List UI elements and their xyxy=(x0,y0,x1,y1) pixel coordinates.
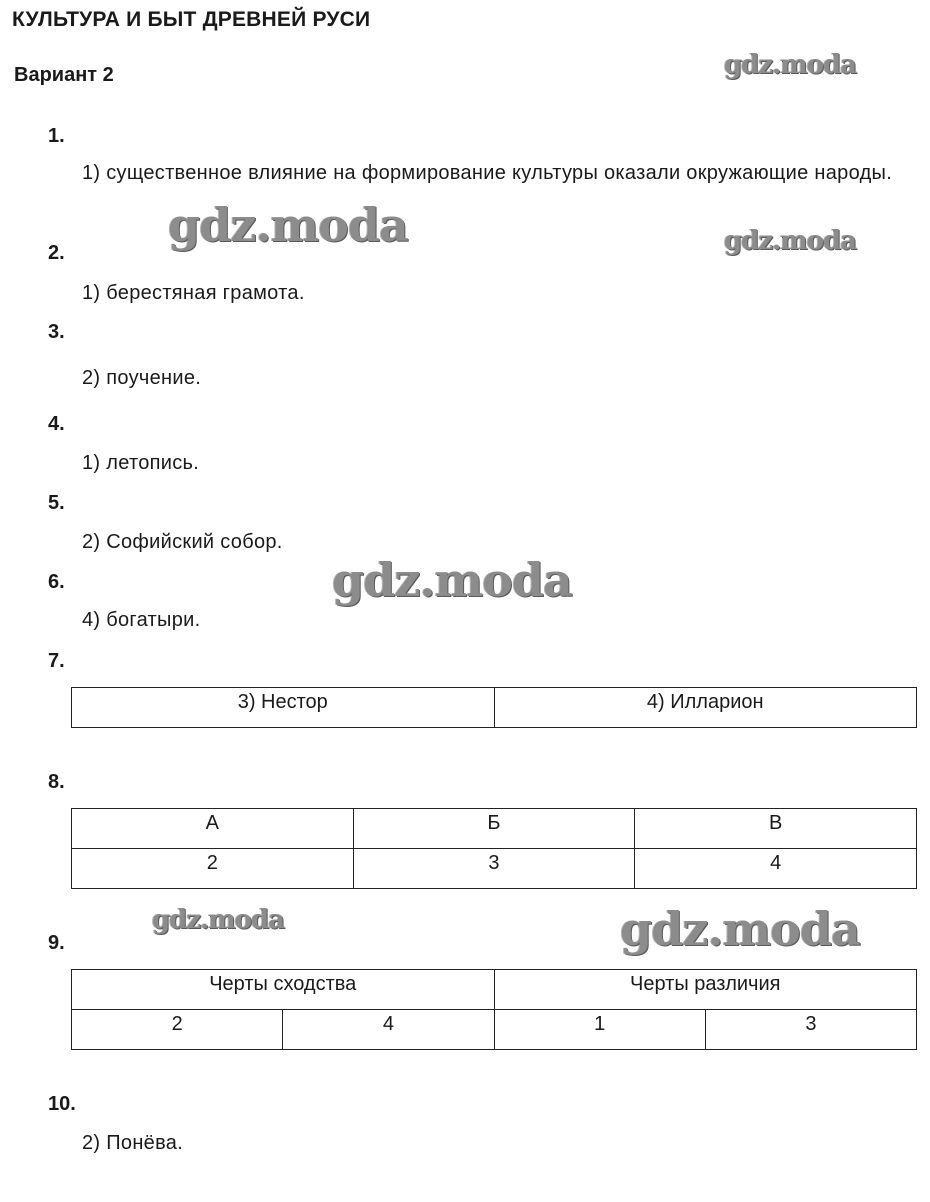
table-cell: 4 xyxy=(283,1010,494,1050)
table-cell: 1 xyxy=(494,1010,705,1050)
question-6-number: 6. xyxy=(48,571,65,593)
question-1-number: 1. xyxy=(48,125,65,147)
table-row xyxy=(72,809,917,849)
table-cell: 3 xyxy=(705,1010,916,1050)
table-cell: 4) Илларион xyxy=(494,688,917,728)
table-cell: 3) Нестор xyxy=(72,688,495,728)
watermark: gdz.moda xyxy=(620,902,860,956)
watermark: gdz.moda xyxy=(724,50,857,80)
question-7-table xyxy=(71,687,917,728)
question-7-number: 7. xyxy=(48,650,65,672)
question-9-table xyxy=(71,969,917,1050)
table-header-cell: А xyxy=(72,809,354,849)
question-8-table xyxy=(71,808,917,889)
question-2-answer: 1) берестяная грамота. xyxy=(82,282,305,304)
question-5-number: 5. xyxy=(48,492,65,514)
table-row xyxy=(72,970,917,1010)
question-10-number: 10. xyxy=(48,1093,76,1115)
watermark: gdz.moda xyxy=(152,905,285,935)
question-6-answer: 4) богатыри. xyxy=(82,609,201,631)
question-4-number: 4. xyxy=(48,413,65,435)
page-title: КУЛЬТУРА И БЫТ ДРЕВНЕЙ РУСИ xyxy=(12,8,371,31)
question-5-answer: 2) Софийский собор. xyxy=(82,531,283,553)
watermark: gdz.moda xyxy=(724,226,857,256)
table-header-cell: Черты различия xyxy=(494,970,917,1010)
table-row xyxy=(72,849,917,889)
question-1-answer: 1) существенное влияние на формирование культуры оказали окружающие народы. xyxy=(82,162,893,184)
table-row xyxy=(72,688,917,728)
table-cell: 4 xyxy=(635,849,917,889)
watermark: gdz.moda xyxy=(332,553,572,607)
watermark: gdz.moda xyxy=(168,198,408,252)
question-3-number: 3. xyxy=(48,321,65,343)
question-4-answer: 1) летопись. xyxy=(82,452,200,474)
variant-heading: Вариант 2 xyxy=(14,64,114,86)
question-8-number: 8. xyxy=(48,771,65,793)
table-cell: 2 xyxy=(72,1010,283,1050)
question-3-answer: 2) поучение. xyxy=(82,367,202,389)
question-9-number: 9. xyxy=(48,932,65,954)
table-cell: 2 xyxy=(72,849,354,889)
table-header-cell: Черты сходства xyxy=(72,970,495,1010)
table-header-cell: В xyxy=(635,809,917,849)
table-row xyxy=(72,1010,917,1050)
question-10-answer: 2) Понёва. xyxy=(82,1132,184,1154)
table-header-cell: Б xyxy=(353,809,635,849)
table-cell: 3 xyxy=(353,849,635,889)
question-2-number: 2. xyxy=(48,242,65,264)
